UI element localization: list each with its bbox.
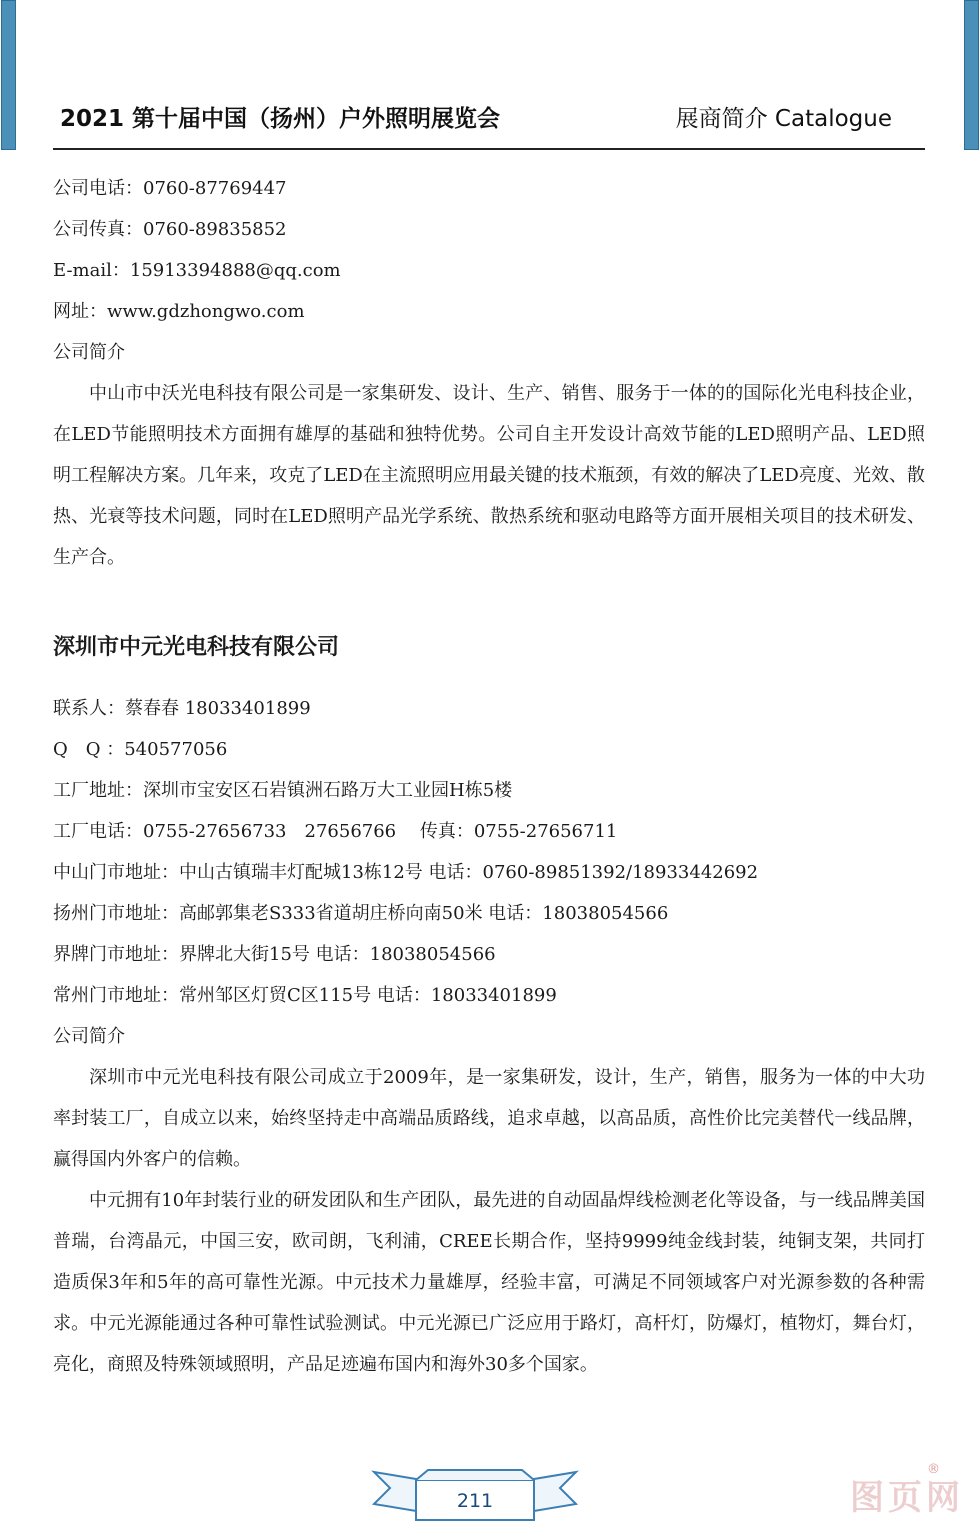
header-catalogue: 展商简介 Catalogue — [675, 106, 892, 132]
right-edge-bar — [964, 0, 979, 150]
company1-phone: 公司电话：0760-87769447 — [53, 178, 287, 199]
company2-store-jiepai: 界牌门市地址：界牌北大街15号 电话：18038054566 — [53, 944, 496, 965]
company1-fax: 公司传真：0760-89835852 — [53, 219, 287, 240]
company2-store-zhongshan: 中山门市地址：中山古镇瑞丰灯配城13栋12号 电话：0760-89851392/18933442692 — [53, 862, 759, 883]
company2-intro-label: 公司简介 — [53, 1026, 125, 1047]
company2-contact: 联系人：蔡春春 18033401899 — [53, 698, 311, 719]
page-number: 211 — [456, 1490, 494, 1512]
company2-name: 深圳市中元光电科技有限公司 — [53, 635, 340, 660]
company2-intro-text-1: 深圳市中元光电科技有限公司成立于2009年，是一家集研发，设计，生产，销售，服务为一体的中大功率封装工厂，自成立以来，始终坚持走中高端品质路线，追求卓越，以高品质，高性价比完美替代一线品牌，赢得国内外客户的信赖。 — [53, 1067, 925, 1170]
company2-intro-text-2: 中元拥有10年封装行业的研发团队和生产团队，最先进的自动固晶焊线检测老化等设备，与一线品牌美国普瑞，台湾晶元，中国三安，欧司朗，飞利浦，CREE长期合作，坚持9999纯金线封装，纯铜支架，共同打造质保3年和5年的高可靠性光源。中元技术力量雄厚，经验丰富，可满足不同领域客户对光源参数的各种需求。中元光源能通过各种可靠性试验测试。中元光源已广泛应用于路灯，高杆灯，防爆灯，植物灯，舞台灯，亮化，商照及特殊领域照明，产品足迹遍布国内和海外30多个国家。 — [53, 1190, 925, 1375]
company1-intro-text: 中山市中沃光电科技有限公司是一家集研发、设计、生产、销售、服务于一体的的国际化光电科技企业，在LED节能照明技术方面拥有雄厚的基础和独特优势。公司自主开发设计高效节能的LED照明产品、LED照明工程解决方案。几年来，攻克了LED在主流照明应用最关键的技术瓶颈，有效的解决了LED亮度、光效、散热、光衰等技术问题，同时在LED照明产品光学系统、散热系统和驱动电路等方面开展相关项目的技术研发、生产合。 — [53, 383, 925, 568]
page-header — [58, 100, 892, 132]
company1-intro-label: 公司简介 — [53, 342, 125, 363]
watermark-logo: 图页网 — [850, 1478, 964, 1518]
company2-qq: Q Q ：540577056 — [53, 739, 228, 760]
company2-factory-address: 工厂地址：深圳市宝安区石岩镇洲石路万大工业园H栋5楼 — [53, 780, 513, 801]
company1-email: E-mail：15913394888@qq.com — [53, 260, 341, 281]
company2-store-yangzhou: 扬州门市地址：高邮郭集老S333省道胡庄桥向南50米 电话：18038054566 — [53, 903, 669, 924]
page-footer — [370, 1466, 580, 1522]
page-content — [53, 168, 925, 1385]
company2-store-changzhou: 常州门市地址：常州邹区灯贸C区115号 电话：18033401899 — [53, 985, 557, 1006]
company2-factory-phone: 工厂电话：0755-27656733 27656766 传真：0755-27656711 — [53, 821, 618, 842]
header-divider — [53, 148, 925, 150]
left-edge-bar — [1, 0, 16, 150]
header-title: 2021 第十届中国（扬州）户外照明展览会 — [60, 106, 501, 132]
company1-website: 网址：www.gdzhongwo.com — [53, 301, 305, 322]
watermark-registered-mark: ® — [927, 1462, 940, 1477]
